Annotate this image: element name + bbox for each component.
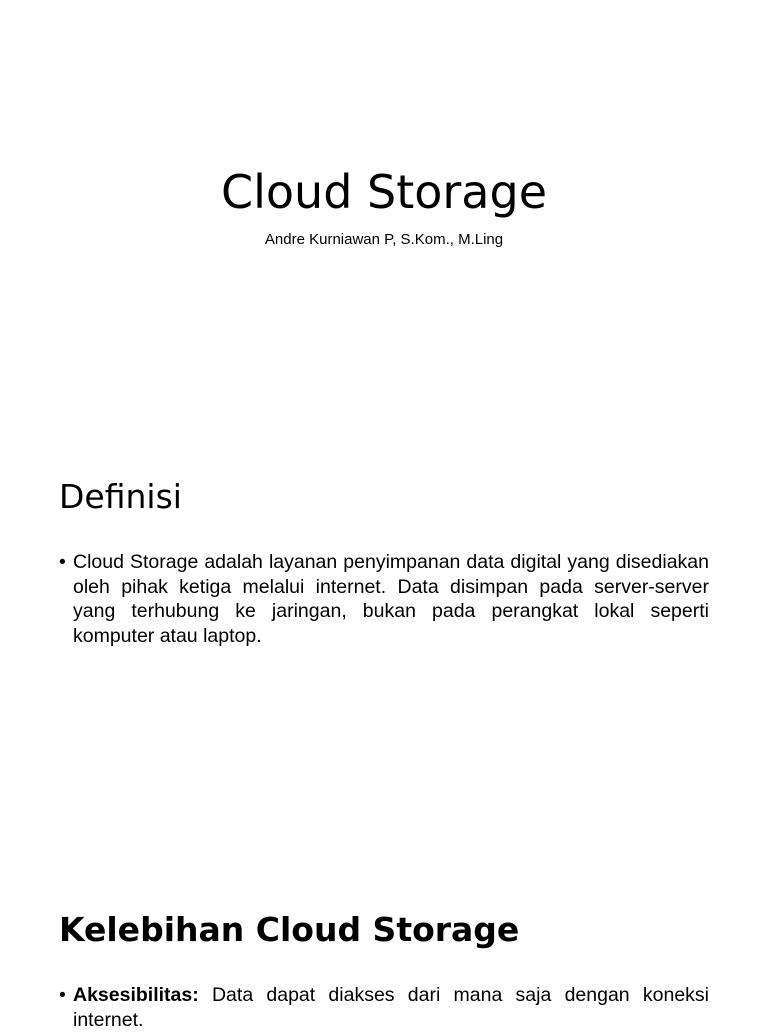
advantages-heading: Kelebihan Cloud Storage [59,910,520,949]
list-item [59,983,709,1032]
slide-title: Cloud Storage [221,165,547,219]
advantages-list [59,983,709,1032]
advantage-text: Data dapat diakses dari mana saja dengan koneksi internet. [73,984,709,1031]
list-item [59,550,709,648]
bullet-icon: • [59,551,66,573]
bullet-icon: • [59,984,66,1006]
advantage-term: Aksesibilitas: [73,984,199,1006]
definition-list [59,550,709,648]
definition-text: Cloud Storage adalah layanan penyimpanan data digital yang disediakan oleh pihak ketiga melalui internet. Data disimpan pada server-server yang terhubung ke jaringan, bukan pada perangkat lokal seperti komputer atau laptop. [73,551,709,647]
title-slide [0,0,768,432]
slide-author: Andre Kurniawan P, S.Kom., M.Ling [264,231,504,248]
definition-heading: Definisi [59,477,182,516]
